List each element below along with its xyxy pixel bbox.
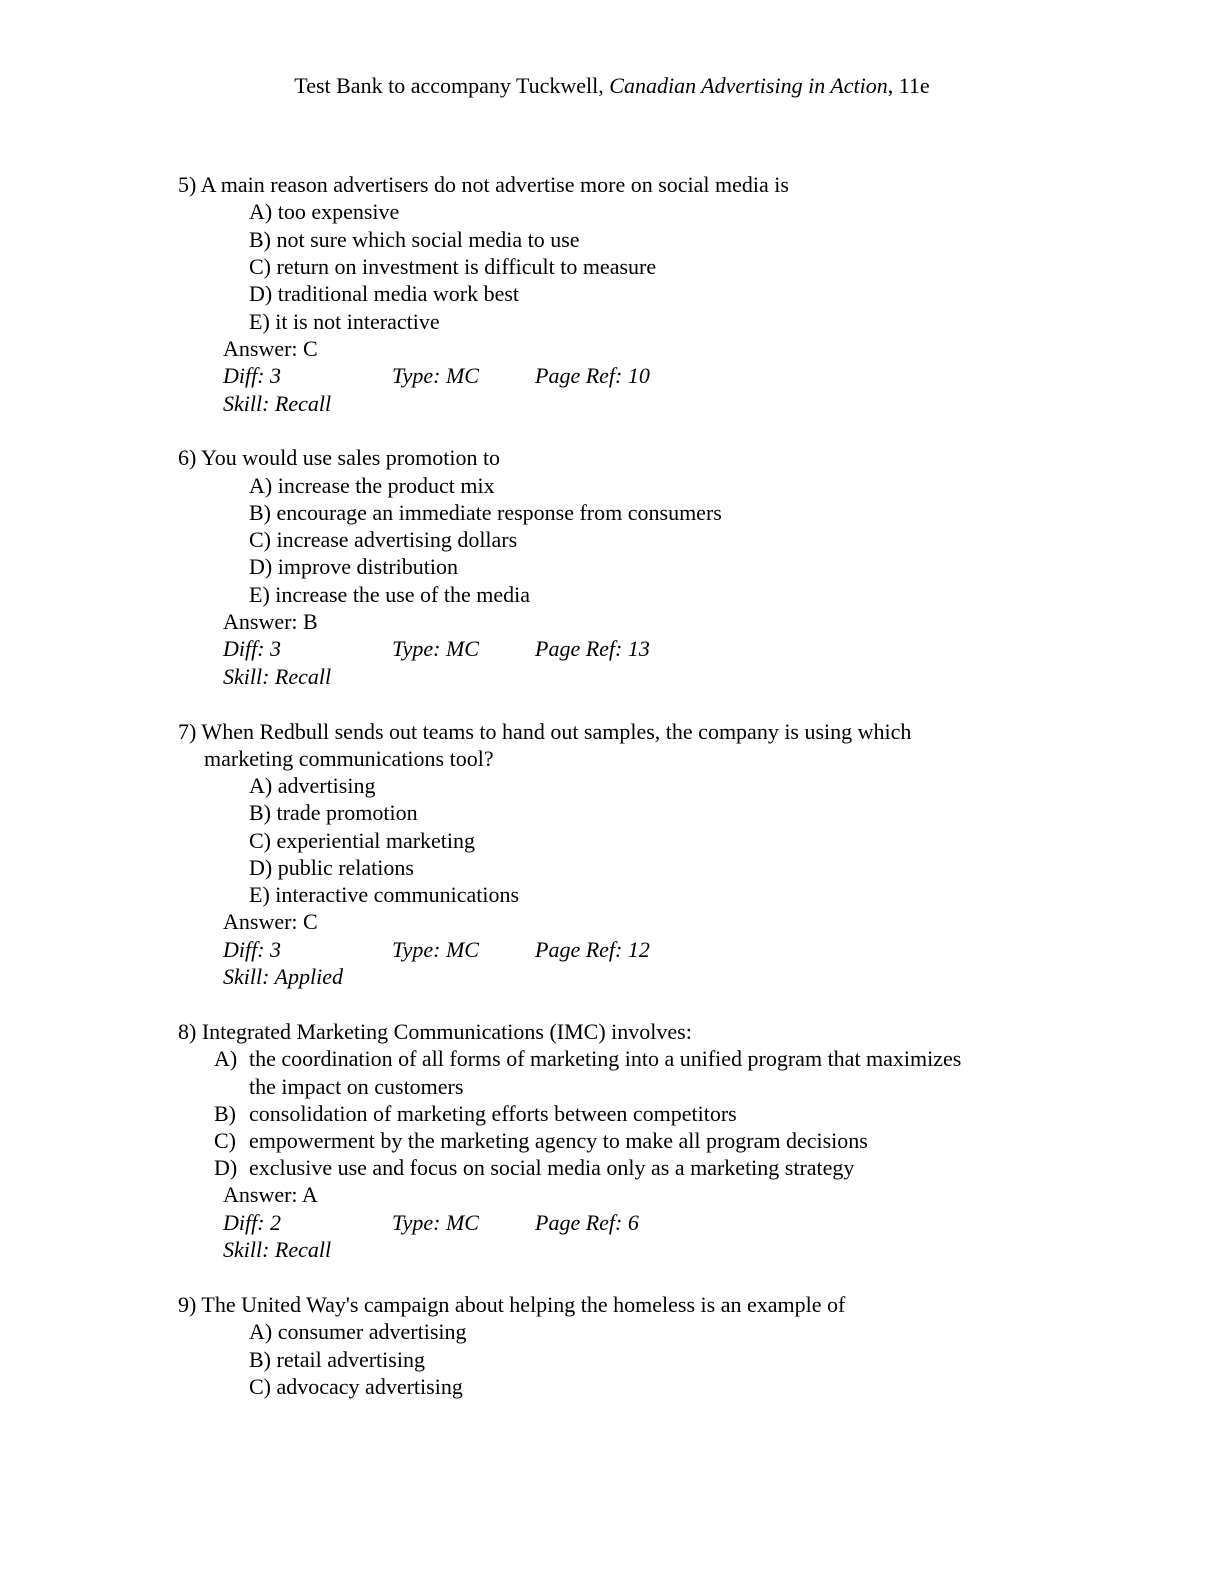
answer-key: Answer: A <box>223 1182 318 1207</box>
option-letter: C) <box>214 1128 236 1153</box>
answer-option: B) trade promotion <box>249 800 418 825</box>
header-prefix: Test Bank to accompany Tuckwell, <box>294 73 610 98</box>
question-stem: 8) Integrated Marketing Communications (IMC) involves: <box>178 1019 692 1044</box>
answer-option: C) advocacy advertising <box>249 1374 463 1399</box>
page-header <box>0 72 1224 100</box>
difficulty: Diff: 3 <box>223 636 282 661</box>
skill: Skill: Recall <box>223 664 332 689</box>
book-title: Canadian Advertising in Action <box>609 73 888 98</box>
answer-option: C) experiential marketing <box>249 828 476 853</box>
question-stem: 6) You would use sales promotion to <box>178 445 501 470</box>
question-type: Type: MC <box>392 1210 479 1235</box>
answer-option: the coordination of all forms of marketing into a unified program that maximizes <box>249 1046 962 1071</box>
answer-option: A) advertising <box>249 773 376 798</box>
answer-option: E) it is not interactive <box>249 309 440 334</box>
question-stem-continued: marketing communications tool? <box>204 746 494 771</box>
difficulty: Diff: 3 <box>223 937 282 962</box>
answer-option: D) improve distribution <box>249 554 458 579</box>
answer-option: A) increase the product mix <box>249 473 495 498</box>
option-letter: D) <box>214 1155 238 1180</box>
difficulty: Diff: 3 <box>223 363 282 388</box>
answer-option: B) encourage an immediate response from consumers <box>249 500 722 525</box>
option-letter: B) <box>214 1101 236 1126</box>
skill: Skill: Applied <box>223 964 343 989</box>
answer-option: empowerment by the marketing agency to make all program decisions <box>249 1128 868 1153</box>
answer-option: E) increase the use of the media <box>249 582 530 607</box>
answer-option: exclusive use and focus on social media only as a marketing strategy <box>249 1155 855 1180</box>
answer-option: A) consumer advertising <box>249 1319 467 1344</box>
skill: Skill: Recall <box>223 391 332 416</box>
skill: Skill: Recall <box>223 1237 332 1262</box>
answer-option: D) public relations <box>249 855 414 880</box>
answer-option: consolidation of marketing efforts between competitors <box>249 1101 737 1126</box>
answer-option: D) traditional media work best <box>249 281 520 306</box>
answer-key: Answer: C <box>223 909 318 934</box>
answer-option: C) return on investment is difficult to measure <box>249 254 657 279</box>
difficulty: Diff: 2 <box>223 1210 282 1235</box>
question-type: Type: MC <box>392 937 479 962</box>
question-stem: 9) The United Way's campaign about helping the homeless is an example of <box>178 1292 846 1317</box>
page-ref: Page Ref: 12 <box>535 937 650 962</box>
page-ref: Page Ref: 6 <box>535 1210 639 1235</box>
question-type: Type: MC <box>392 636 479 661</box>
page-ref: Page Ref: 13 <box>535 636 650 661</box>
page-ref: Page Ref: 10 <box>535 363 650 388</box>
question-stem: 7) When Redbull sends out teams to hand out samples, the company is using which <box>178 719 912 744</box>
answer-option: A) too expensive <box>249 199 400 224</box>
answer-option: B) not sure which social media to use <box>249 227 580 252</box>
option-letter: A) <box>214 1046 238 1071</box>
answer-key: Answer: C <box>223 336 318 361</box>
answer-key: Answer: B <box>223 609 318 634</box>
answer-option: C) increase advertising dollars <box>249 527 518 552</box>
answer-option: E) interactive communications <box>249 882 520 907</box>
question-stem: 5) A main reason advertisers do not advertise more on social media is <box>178 172 789 197</box>
answer-option-continued: the impact on customers <box>249 1074 464 1099</box>
question-type: Type: MC <box>392 363 479 388</box>
answer-option: B) retail advertising <box>249 1347 425 1372</box>
header-suffix: , 11e <box>887 73 930 98</box>
